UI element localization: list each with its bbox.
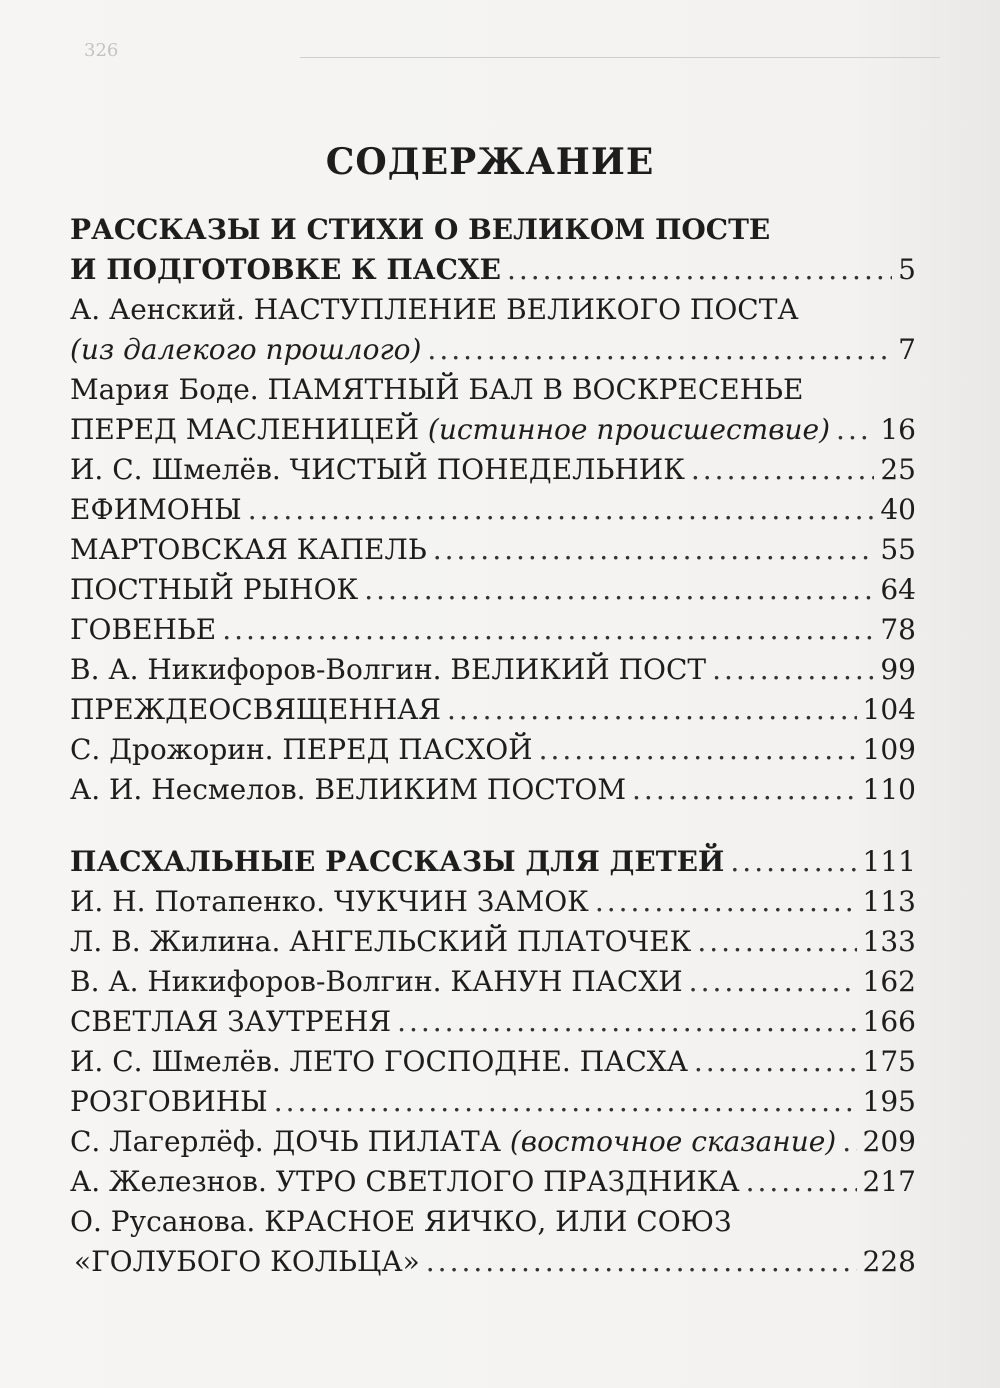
toc-entry[interactable]: Л. В. Жилина. АНГЕЛЬСКИЙ ПЛАТОЧЕК ..... 133 — [70, 922, 916, 962]
page-number: 209 — [862, 1125, 916, 1158]
page-number: 7 — [898, 333, 916, 366]
dot-leader — [507, 250, 892, 290]
toc-entry[interactable]: ГОВЕНЬЕ ..... 78 — [70, 610, 916, 650]
page-number: 217 — [862, 1165, 916, 1198]
header-rule — [300, 57, 940, 58]
toc-entry[interactable]: А. Аенский. НАСТУПЛЕНИЕ ВЕЛИКОГО ПОСТА (из далекого прошлого) ..... 7 — [70, 290, 916, 370]
toc-entry[interactable]: В. А. Никифоров-Волгин. ВЕЛИКИЙ ПОСТ ..... 99 — [70, 650, 916, 690]
toc-entry[interactable]: И. Н. Потапенко. ЧУКЧИН ЗАМОК ..... 113 — [70, 882, 916, 922]
dot-leader — [689, 962, 857, 1002]
page-number: 5 — [898, 253, 916, 286]
dot-leader — [632, 770, 857, 810]
dot-leader — [595, 882, 857, 922]
section-heading-line[interactable]: И ПОДГОТОВКЕ К ПАСХЕ ..... 5 — [70, 250, 916, 290]
dot-leader — [447, 690, 857, 730]
toc-entry[interactable]: МАРТОВСКАЯ КАПЕЛЬ ..... 55 — [70, 530, 916, 570]
toc-entry[interactable]: О. Русанова. КРАСНОЕ ЯИЧКО, ИЛИ СОЮЗ «ГОЛУБОГО КОЛЬЦА» ..... 228 — [70, 1202, 916, 1282]
toc-entry[interactable]: СВЕТЛАЯ ЗАУТРЕНЯ ..... 166 — [70, 1002, 916, 1042]
page-number: 25 — [880, 453, 916, 486]
dot-leader — [364, 570, 874, 610]
toc-entry[interactable]: С. Дрожорин. ПЕРЕД ПАСХОЙ ..... 109 — [70, 730, 916, 770]
page-number: 109 — [862, 733, 916, 766]
page-number: 111 — [862, 845, 916, 878]
page-number: 16 — [880, 413, 916, 446]
dot-leader — [730, 842, 856, 882]
dot-leader — [842, 1122, 856, 1162]
running-page-number: 326 — [84, 40, 119, 61]
page-number: 175 — [862, 1045, 916, 1078]
dot-leader — [248, 490, 875, 530]
toc-entry[interactable]: И. С. Шмелёв. ЧИСТЫЙ ПОНЕДЕЛЬНИК ..... 25 — [70, 450, 916, 490]
page-number: 55 — [880, 533, 916, 566]
toc-entry[interactable]: Мария Боде. ПАМЯТНЫЙ БАЛ В ВОСКРЕСЕНЬЕ ПЕРЕД МАСЛЕНИЦЕЙ (истинное происшествие) ..... 16 — [70, 370, 916, 450]
page-title: СОДЕРЖАНИЕ — [325, 141, 655, 183]
section-spacer — [70, 810, 916, 842]
dot-leader — [836, 410, 874, 450]
dot-leader — [274, 1082, 857, 1122]
page-number: 113 — [862, 885, 916, 918]
toc-entry[interactable]: ЕФИМОНЫ ..... 40 — [70, 490, 916, 530]
dot-leader — [539, 730, 857, 770]
table-of-contents — [70, 210, 916, 1282]
toc-entry[interactable]: И. С. Шмелёв. ЛЕТО ГОСПОДНЕ. ПАСХА ..... 175 — [70, 1042, 916, 1082]
page-number: 99 — [880, 653, 916, 686]
dot-leader — [694, 1042, 857, 1082]
toc-entry[interactable]: ПОСТНЫЙ РЫНОК ..... 64 — [70, 570, 916, 610]
dot-leader — [222, 610, 874, 650]
toc-entry[interactable]: ПРЕЖДЕОСВЯЩЕННАЯ ..... 104 — [70, 690, 916, 730]
page-number: 78 — [880, 613, 916, 646]
toc-entry[interactable]: А. И. Несмелов. ВЕЛИКИМ ПОСТОМ ..... 110 — [70, 770, 916, 810]
page-number: 104 — [862, 693, 916, 726]
page-number: 195 — [862, 1085, 916, 1118]
page-number: 110 — [862, 773, 916, 806]
dot-leader — [746, 1162, 857, 1202]
toc-section-lent — [70, 210, 916, 290]
dot-leader — [426, 1242, 857, 1282]
dot-leader — [397, 1002, 856, 1042]
toc-entry[interactable]: РОЗГОВИНЫ ..... 195 — [70, 1082, 916, 1122]
page-number: 228 — [862, 1245, 916, 1278]
page-number: 64 — [880, 573, 916, 606]
section-heading-line: РАССКАЗЫ И СТИХИ О ВЕЛИКОМ ПОСТЕ — [70, 213, 771, 246]
page-number: 166 — [862, 1005, 916, 1038]
dot-leader — [691, 450, 874, 490]
page-number: 133 — [862, 925, 916, 958]
dot-leader — [712, 650, 874, 690]
toc-entry[interactable]: А. Железнов. УТРО СВЕТЛОГО ПРАЗДНИКА ..... 217 — [70, 1162, 916, 1202]
toc-section-easter[interactable] — [70, 842, 916, 882]
section-heading-line: ПАСХАЛЬНЫЕ РАССКАЗЫ ДЛЯ ДЕТЕЙ ..... 111 — [70, 842, 916, 882]
toc-entry[interactable]: С. Лагерлёф. ДОЧЬ ПИЛАТА (восточное сказание) ..... 209 — [70, 1122, 916, 1162]
dot-leader — [433, 530, 875, 570]
dot-leader — [697, 922, 856, 962]
page-number: 162 — [862, 965, 916, 998]
dot-leader — [427, 330, 892, 370]
page-number: 40 — [880, 493, 916, 526]
toc-entry[interactable]: В. А. Никифоров-Волгин. КАНУН ПАСХИ ..... 162 — [70, 962, 916, 1002]
